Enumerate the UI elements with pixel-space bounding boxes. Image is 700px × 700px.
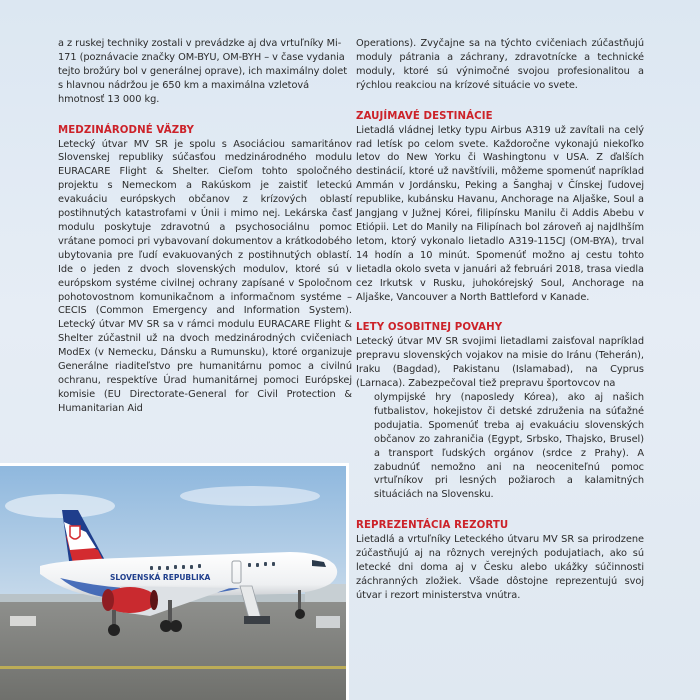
continuation-paragraph: Operations). Zvyčajne sa na týchto cvičeniach zúčastňujú moduly pátrania a záchrany, zdravotnícke a technické moduly, ktoré sú výnimočné svojou profesionalitou a rýchlou reakciou na krízové situácie vo svete. bbox=[356, 38, 644, 91]
heading-international-ties: MEDZINÁRODNÉ VÄZBY bbox=[58, 124, 194, 136]
international-ties-paragraph: Letecký útvar MV SR je spolu s Asociáciou samaritánov Slovenskej republiky súčasťou medzinárodného modulu EURACARE Flight & Shelter. Cieľom tohto spoločného projektu s Nemeckom a Rakúskom je zaistiť leteckú evakuáciu európskych občanov z krízových oblastí postihnutých katastrofami v Únii i mimo nej. Lekárska časť modulu poskytuje zdravotnú a psychosociálnu pomoc vrátane pomoci pri vybavovaní dokumentov a krátkodobého ubytovania pre ľudí evakuovaných z postihnutých oblastí. Ide o jeden z dvoch slovenských modulov, ktoré sú v európskom systéme civilnej ochrany zapísané v Spoločnom pohotovostnom komunikačnom a informačnom systéme – CECIS (Common Emergency and Information System). Letecký útvar MV SR sa v rámci modulu EURACARE Flight & Shelter zúčastnil už na dvoch medzinárodných cvičeniach ModEx (v Nemecku, Dánsku a Rumunsku), ktoré organizuje Generálne riaditeľstvo pre humanitárnu pomoc a civilnú ochranu, respektíve Úrad humanitárnej pomoci Európskej komisie (EU Directorate-General for Civil Protection & Humanitarian Aid bbox=[58, 138, 352, 414]
heading-representation: REPREZENTÁCIA REZORTU bbox=[356, 520, 509, 532]
special-flights-paragraph-b: olympijské hry (naposledy Kórea), ako aj našich futbalistov, hokejistov či detské združenia na súťažné podujatia. Spomenúť treba aj evakuáciu slovenských občanov zo zahraničia (Egypt, Srbsko, Thajsko, Brusel) a transport ľudských orgánov (srdce z Prahy). A zabudnúť nemožno ani na neocenitеľnú pomoc vrtuľníkov pri lesných požiaroch a kalamitných situáciách na Slovensku. bbox=[374, 392, 644, 501]
destinations-paragraph: Lietadlá vládnej letky typu Airbus A319 už zavítali na celý rad letísk po celom svete. Každoročne vykonajú niekoľko letov do New Yorku či Washingtonu v USA. Z ďalších destinácií, ktoré už navštívili, môžeme spomenúť napríklad Ammán v Jordánsku, Peking a Šanghaj v Čínskej ľudovej republike, kubánsku Havanu, Anchorage na Aljaške, Soul a Jangjang v Južnej Kórei, filipínsku Manilu či Addis Abebu v Etiópii. Let do Manily na Filipínach bol zároveň aj najdlhším letom, ktorý vykonalo lietadlo A319-115CJ (OM-BYA), trval 14 hodín a 10 minút. Spomenúť možno aj cestu tohto lietadla okolo sveta v januári až februári 2018, trasa viedla cez Irkutsk v Rusku, juhokórejský Soul, Anchorage na Aljaške, Vancouver a North Battleford v Kanade. bbox=[356, 124, 644, 303]
airplane-photo bbox=[0, 463, 349, 700]
left-column bbox=[58, 37, 352, 416]
heading-special-flights: LETY OSOBITNEJ POVAHY bbox=[356, 322, 503, 334]
special-flights-paragraph-a: Letecký útvar MV SR svojimi lietadlami zaisťoval napríklad prepravu slovenských vojakov na misie do Iránu (Teherán), Iraku (Bagdad), Pakistanu (Islamabad), na Cyprus (Larnaca). Zabezpečoval tiež prepravu športovcov na bbox=[356, 336, 644, 390]
fuselage-lettering: SLOVENSKÁ REPUBLIKA bbox=[110, 573, 211, 582]
heading-destinations: ZAUJÍMAVÉ DESTINÁCIE bbox=[356, 110, 493, 122]
right-column bbox=[356, 37, 644, 603]
intro-paragraph: a z ruskej techniky zostali v prevádzke aj dva vrtuľníky Mi-171 (poznávacie značky OM-BYU, OM-BYH – v čase vydania tejto brožúry bol v generálnej oprave), ich maximálny dolet s hlavnou nádržou je 650 km a maximálna vzletová hmotnosť 13 000 kg. bbox=[58, 38, 347, 105]
representation-paragraph: Lietadlá a vrtuľníky Leteckého útvaru MV SR sa prirodzene zúčastňujú aj na rôznych verejných podujatiach, ako sú letecké dni doma aj v Česku alebo ukážky súčinnosti záchranných zložiek. Všade dôstojne reprezentujú svoj útvar i rezort ministerstva vnútra. bbox=[356, 534, 644, 601]
airplane-illustration bbox=[0, 466, 346, 700]
